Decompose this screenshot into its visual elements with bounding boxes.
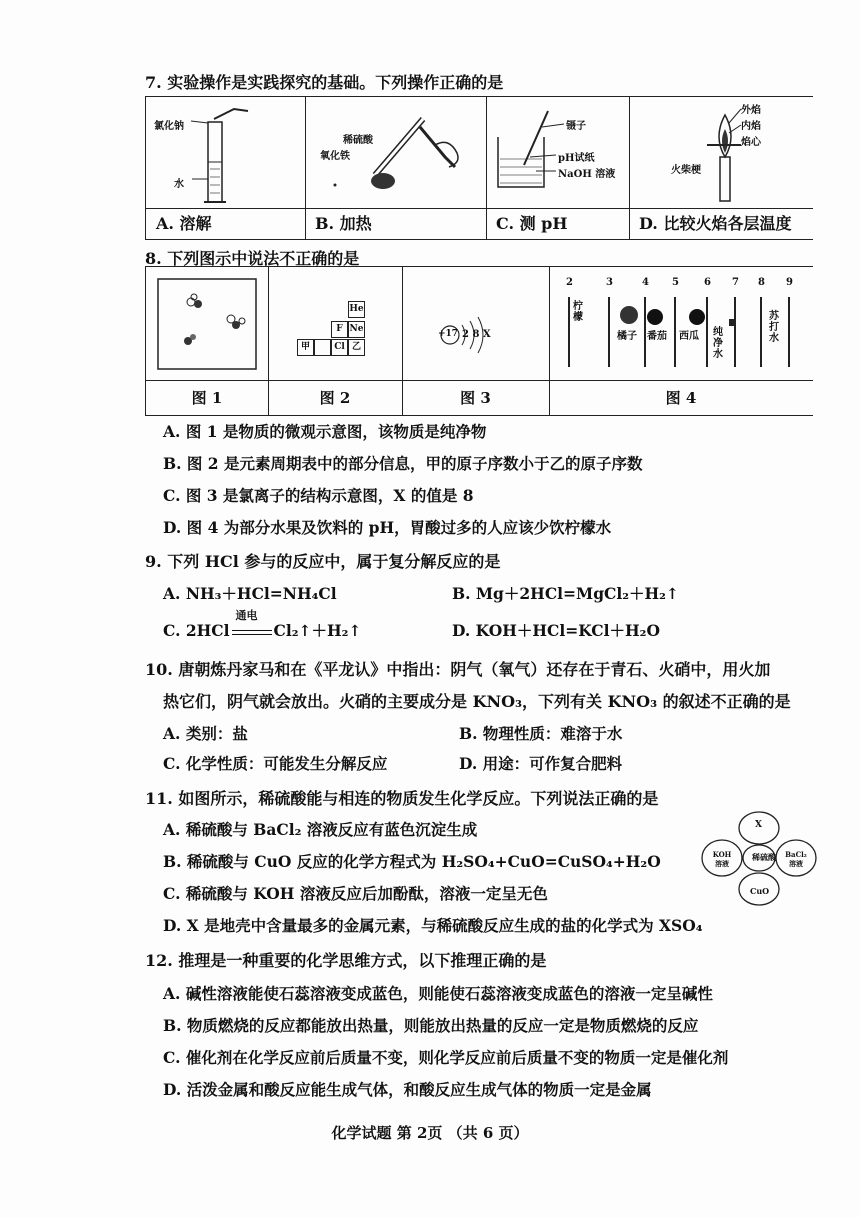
- q7-caption-d: D. 比较火焰各层温度: [629, 208, 813, 239]
- q8-option-a: A. 图 1 是物质的微观示意图，该物质是纯净物: [163, 422, 487, 441]
- ph-tick-2: 2: [566, 277, 573, 288]
- q8-option-c: C. 图 3 是氯离子的结构示意图，X 的值是 8: [163, 486, 474, 505]
- q8-stem: 8. 下列图示中说法不正确的是: [145, 249, 360, 268]
- label-inner-flame: 内焰: [741, 121, 761, 132]
- flower-top: X: [755, 820, 762, 830]
- fig4-item-lemon: 柠檬: [573, 301, 583, 323]
- label-ph-paper: pH试纸: [558, 153, 595, 164]
- pt-jia: 甲: [297, 339, 314, 356]
- label-matchstick: 火柴梗: [671, 165, 701, 176]
- q7-cell-a: [146, 97, 306, 239]
- q7-cell-c: [486, 97, 630, 239]
- fig4-item-watermelon: 西瓜: [679, 331, 699, 342]
- q9-option-b: B. Mg＋2HCl=MgCl₂＋H₂↑: [452, 584, 679, 603]
- q10-stem-line2: 热它们，阴气就会放出。火硝的主要成分是 KNO₃，下列有关 KNO₃ 的叙述不正确的是: [163, 692, 791, 711]
- q8-fig2-cell: [268, 267, 403, 415]
- q8-fig3-cell: [402, 267, 550, 415]
- q9-c-left: C. 2HCl: [163, 621, 230, 640]
- pt-ne: Ne: [348, 321, 365, 338]
- q7-table: [145, 96, 813, 240]
- label-flame-core: 焰心: [741, 137, 761, 148]
- flame-illustration: [629, 97, 813, 209]
- q7-cell-d: [629, 97, 813, 239]
- q8-table: [145, 266, 813, 416]
- flower-left: KOH 溶液: [712, 850, 732, 868]
- cylinder-illustration: [146, 97, 305, 209]
- q9-c-right: Cl₂↑＋H₂↑: [273, 621, 362, 640]
- label-iron-oxide: 氧化铁: [320, 151, 350, 162]
- q11-option-a: A. 稀硫酸与 BaCl₂ 溶液反应有蓝色沉淀生成: [163, 820, 478, 839]
- q12-option-a: A. 碱性溶液能使石蕊溶液变成蓝色，则能使石蕊溶液变成蓝色的溶液一定呈碱性: [163, 984, 713, 1003]
- flower-right: BaCl₂ 溶液: [785, 850, 807, 868]
- q7-cell-b: [305, 97, 487, 239]
- q10-option-a: A. 类别：盐: [163, 724, 248, 743]
- q11-option-c: C. 稀硫酸与 KOH 溶液反应后加酚酞，溶液一定呈无色: [163, 884, 548, 903]
- q9-c-condition: 通电: [235, 609, 258, 622]
- q10-stem-line1: 10. 唐朝炼丹家马和在《平龙认》中指出：阴气（氧气）还存在于青石、火硝中，用火加: [145, 660, 771, 679]
- q10-option-b: B. 物理性质：难溶于水: [459, 724, 623, 743]
- fig1-caption: 图 1: [146, 380, 268, 415]
- page-footer: 化学试题 第 2页 （共 6 页）: [331, 1124, 529, 1142]
- ph-tick-5: 5: [672, 277, 679, 288]
- fig3-ion-structure: [402, 267, 549, 381]
- label-nacl: 氯化钠: [154, 121, 184, 132]
- q11-option-b: B. 稀硫酸与 CuO 反应的化学方程式为 H₂SO₄+CuO=CuSO₄+H₂O: [163, 852, 661, 871]
- ph-tick-6: 6: [704, 277, 711, 288]
- q7-caption-c: C. 测 pH: [486, 208, 629, 239]
- q10-option-d: D. 用途：可作复合肥料: [459, 754, 623, 773]
- pt-empty: [314, 339, 331, 356]
- fig4-caption: 图 4: [549, 380, 813, 415]
- q11-flower-diagram: [700, 808, 818, 908]
- fig4-item-pure-water: 纯净水: [713, 327, 723, 360]
- label-water: 水: [174, 179, 184, 190]
- q7-caption-a: A. 溶解: [146, 208, 305, 239]
- ph-tick-8: 8: [758, 277, 765, 288]
- pt-he: He: [348, 301, 365, 318]
- q9-c-arrow: [230, 609, 274, 640]
- q10-option-c: C. 化学性质：可能发生分解反应: [163, 754, 388, 773]
- q7-caption-b: B. 加热: [305, 208, 486, 239]
- q11-stem: 11. 如图所示，稀硫酸能与相连的物质发生化学反应。下列说法正确的是: [145, 789, 659, 808]
- label-naoh: NaOH 溶液: [558, 169, 616, 180]
- flower-bottom: CuO: [750, 886, 770, 896]
- label-outer-flame: 外焰: [741, 105, 761, 116]
- q12-option-b: B. 物质燃烧的反应都能放出热量，则能放出热量的反应一定是物质燃烧的反应: [163, 1016, 699, 1035]
- fig1-molecules: [146, 267, 268, 381]
- pt-yi: 乙: [348, 339, 365, 356]
- q8-fig4-cell: [549, 267, 813, 415]
- ph-tick-3: 3: [606, 277, 613, 288]
- q8-fig1-cell: [146, 267, 269, 415]
- fig3-nucleus: +17: [438, 329, 459, 339]
- q12-option-d: D. 活泼金属和酸反应能生成气体，和酸反应生成气体的物质一定是金属: [163, 1080, 652, 1099]
- q11-option-d: D. X 是地壳中含量最多的金属元素，与稀硫酸反应生成的盐的化学式为 XSO₄: [163, 916, 703, 935]
- pt-f: F: [331, 321, 348, 338]
- fig2-caption: 图 2: [268, 380, 402, 415]
- fig3-caption: 图 3: [402, 380, 549, 415]
- ph-tick-9: 9: [786, 277, 793, 288]
- q9-option-d: D. KOH＋HCl=KCl＋H₂O: [452, 621, 660, 640]
- q9-stem: 9. 下列 HCl 参与的反应中，属于复分解反应的是: [145, 552, 501, 571]
- fig3-shells: 2 8 X: [462, 329, 491, 340]
- q12-option-c: C. 催化剂在化学反应前后质量不变，则化学反应前后质量不变的物质一定是催化剂: [163, 1048, 729, 1067]
- label-tweezers: 镊子: [566, 121, 586, 132]
- flower-center: 稀硫酸: [752, 852, 776, 862]
- ph-test-illustration: [486, 97, 629, 209]
- ph-tick-4: 4: [642, 277, 649, 288]
- q9-option-a: A. NH₃＋HCl=NH₄Cl: [163, 584, 337, 603]
- fig4-item-tomato: 番茄: [647, 331, 667, 342]
- q7-stem: 7. 实验操作是实践探究的基础。下列操作正确的是: [145, 73, 504, 92]
- ph-tick-7: 7: [732, 277, 739, 288]
- fig4-item-soda-water: 苏打水: [769, 311, 779, 344]
- fig4-item-orange: 橘子: [617, 331, 637, 342]
- q8-option-b: B. 图 2 是元素周期表中的部分信息，甲的原子序数小于乙的原子序数: [163, 454, 643, 473]
- q9-option-c: [163, 609, 362, 641]
- label-dilute-acid: 稀硫酸: [343, 135, 373, 146]
- q8-option-d: D. 图 4 为部分水果及饮料的 pH，胃酸过多的人应该少饮柠檬水: [163, 518, 612, 537]
- pt-cl: Cl: [331, 339, 348, 356]
- heating-illustration: [305, 97, 486, 209]
- q12-stem: 12. 推理是一种重要的化学思维方式，以下推理正确的是: [145, 951, 547, 970]
